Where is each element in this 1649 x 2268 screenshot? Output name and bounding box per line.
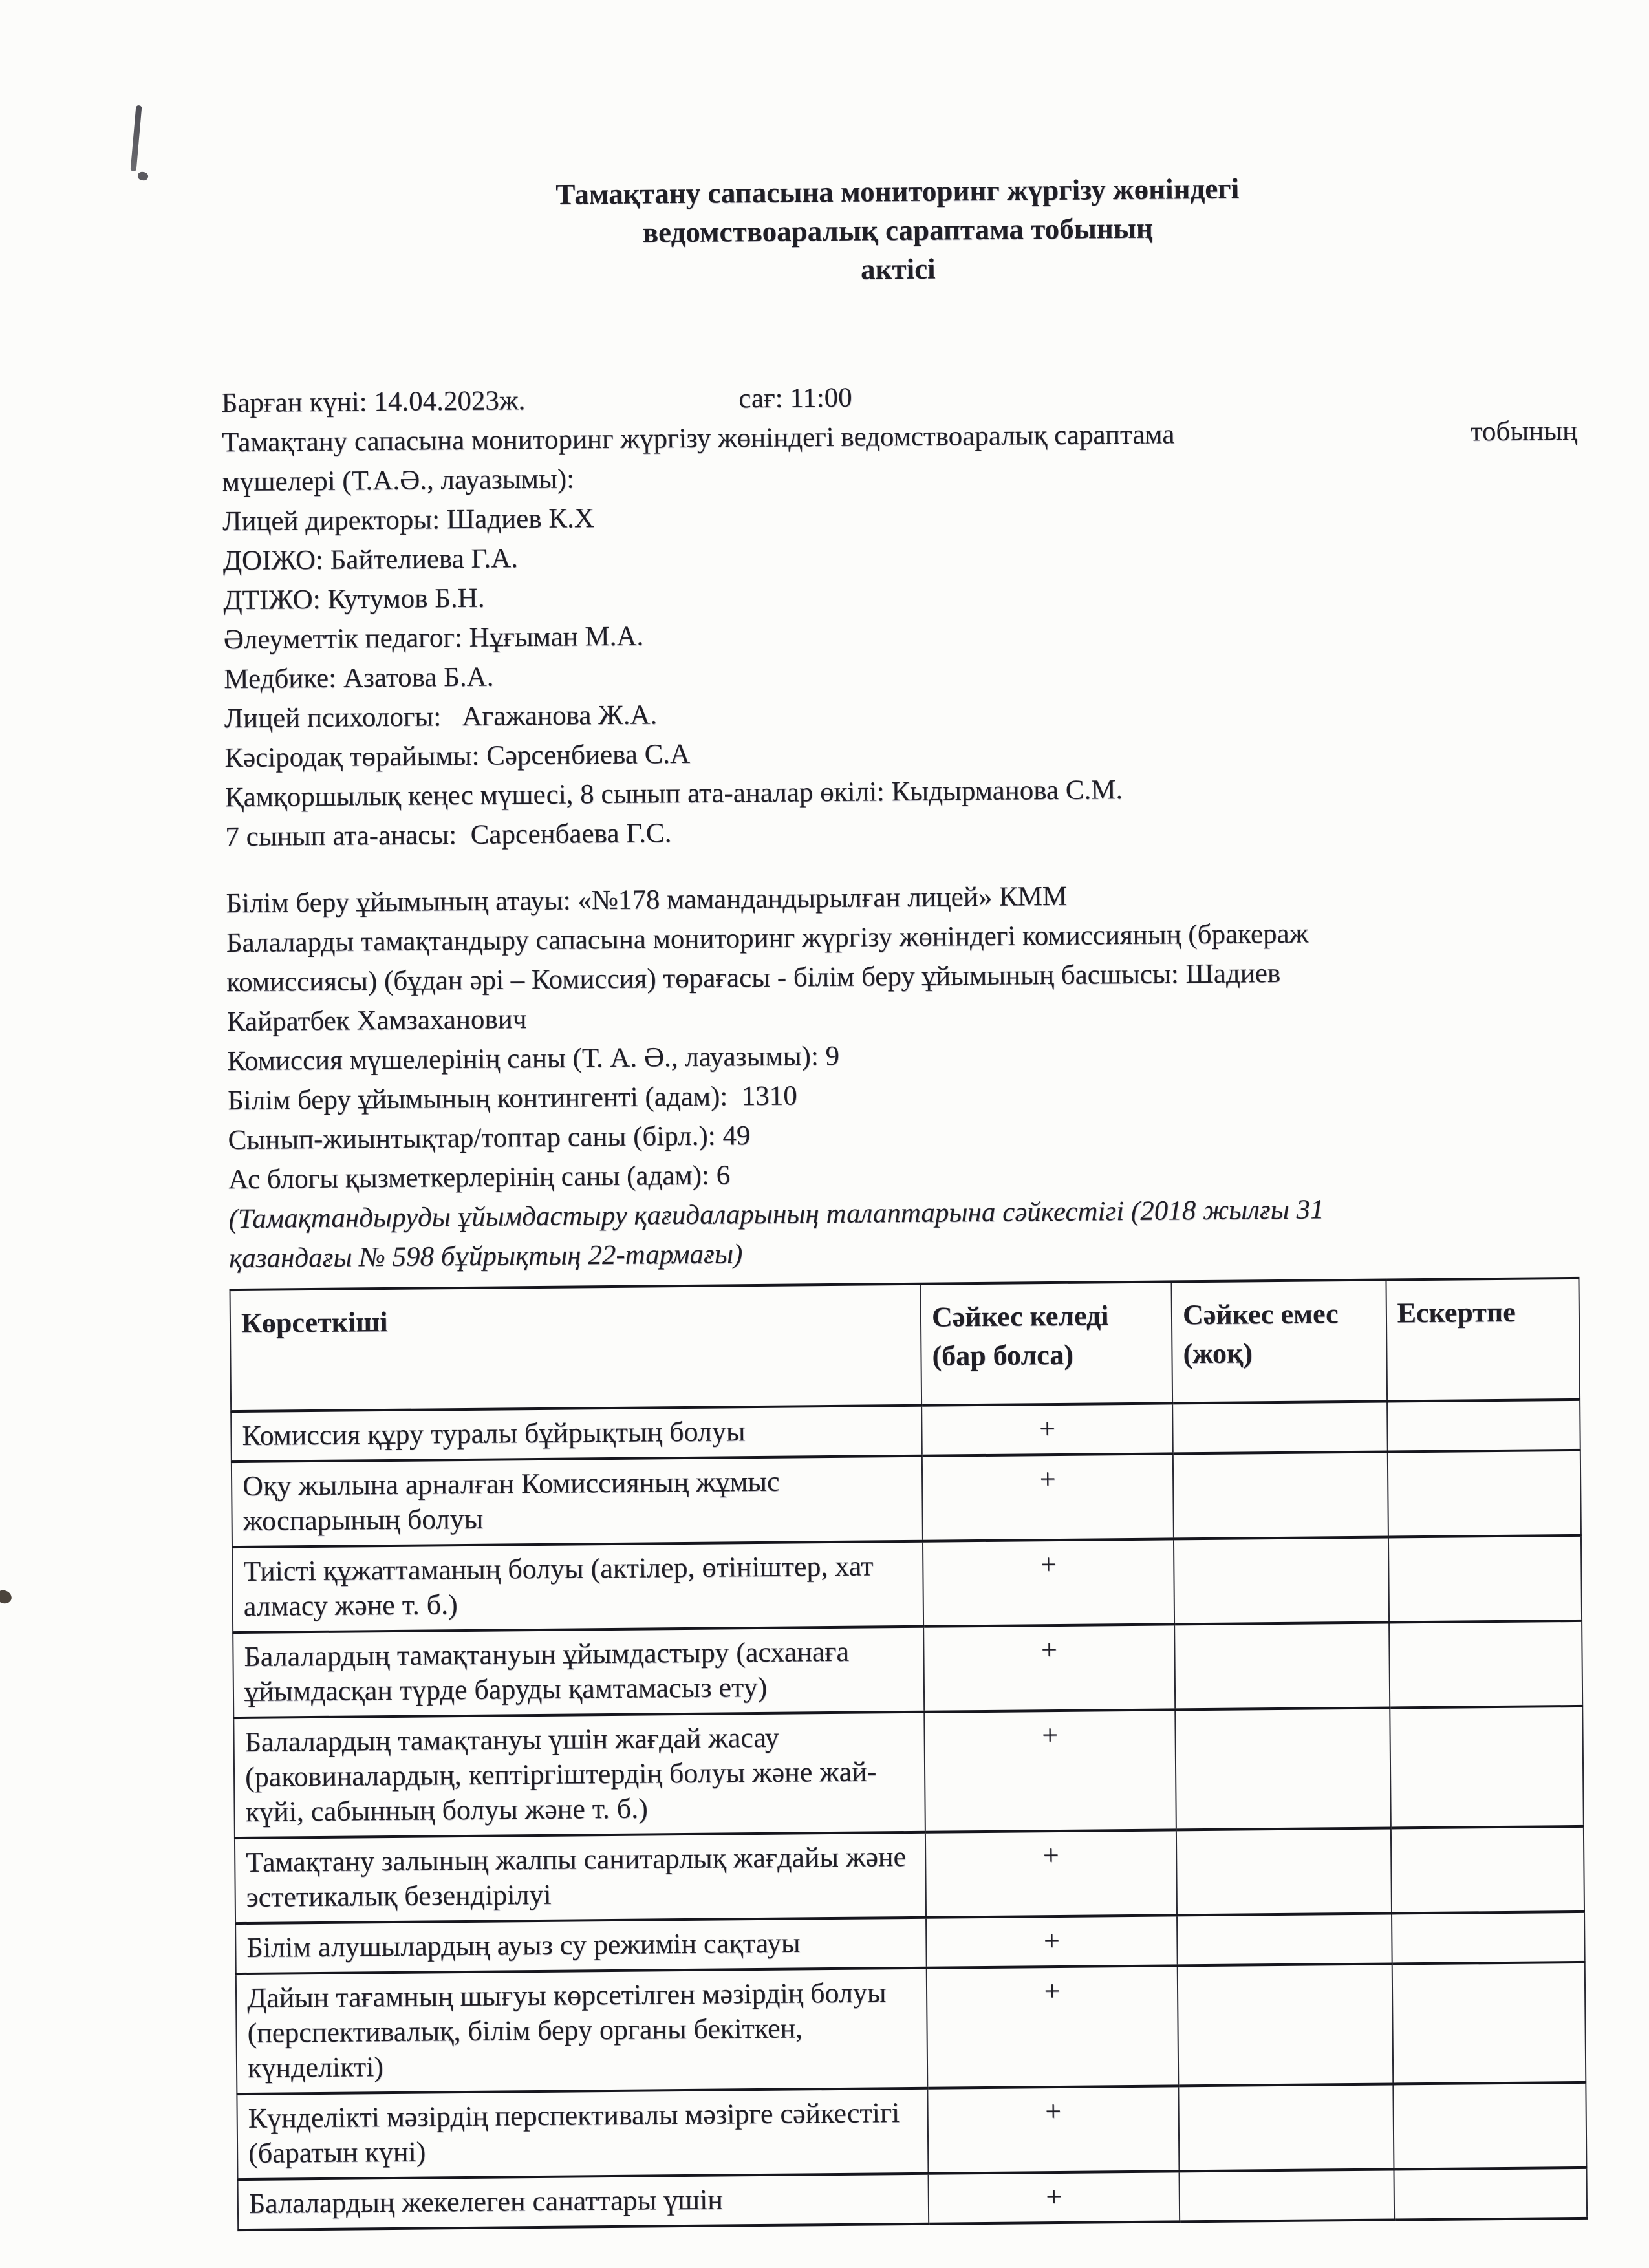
org-info-line: Комиссия мүшелерінің саны (Т. А. Ә., лауазымы): 9 xyxy=(227,1040,840,1077)
table-header-row xyxy=(230,1278,1580,1411)
cell-indicator: Балалардың жекелеген санаттары үшін xyxy=(238,2174,929,2230)
visit-time: сағ: 11:00 xyxy=(738,382,852,414)
document-content xyxy=(218,0,1593,2231)
document-title-line: актісі xyxy=(860,252,936,286)
table-row xyxy=(237,2082,1586,2179)
cell-not-complies-mark xyxy=(1175,1708,1390,1830)
cell-indicator: Оқу жылына арналған Комиссияның жұмыс жоспарының болуы xyxy=(232,1456,923,1547)
cell-complies-mark: + xyxy=(929,2171,1180,2223)
org-info-line: Кайратбек Хамзаханович xyxy=(226,1004,527,1038)
header-indicator: Көрсеткіші xyxy=(230,1284,922,1411)
cell-indicator: Балалардың тамақтануын ұйымдастыру (асханаға ұйымдасқан түрде баруды қамтамасыз ету) xyxy=(233,1627,924,1718)
table-row xyxy=(236,1962,1586,2094)
cell-not-complies-mark xyxy=(1178,2084,1394,2171)
cell-not-complies-mark xyxy=(1177,1913,1392,1965)
table-row xyxy=(232,1535,1582,1632)
visit-and-members-block xyxy=(221,372,1580,857)
cell-complies-mark: + xyxy=(927,2086,1179,2173)
cell-note xyxy=(1394,2168,1587,2220)
member-line: 7 сынып ата-анасы: Сарсенбаева Г.С. xyxy=(225,818,672,853)
cell-not-complies-mark xyxy=(1176,1828,1392,1915)
table-row xyxy=(233,1706,1584,1838)
cell-not-complies-mark xyxy=(1178,1963,1393,2086)
document-title-line: ведомствоаралық сараптама тобының xyxy=(642,211,1154,249)
table-row xyxy=(232,1450,1581,1547)
cell-indicator: Комиссия құру туралы бұйрықтың болуы xyxy=(231,1406,922,1462)
regulation-note-line: (Тамақтандыруды ұйымдастыру қағидаларының талаптарына сәйкестігі (2018 жылғы 31 xyxy=(228,1194,1324,1235)
cell-complies-mark: + xyxy=(921,1403,1173,1455)
compliance-table-body xyxy=(231,1400,1587,2230)
org-info-line: Балаларды тамақтандыру сапасына мониторинг жүргізу жөніндегі комиссияның (бракераж xyxy=(226,918,1309,959)
cell-indicator: Білім алушылардың ауыз су режимін сақтауы xyxy=(235,1918,927,1974)
table-row xyxy=(235,1826,1584,1923)
regulation-note-line: қазандағы № 598 бұйрықтың 22-тармағы) xyxy=(228,1239,743,1274)
member-line: Лицей психологы: Агажанова Ж.А. xyxy=(224,700,658,734)
pen-mark-blob-artifact xyxy=(137,171,149,181)
cell-complies-mark: + xyxy=(922,1453,1174,1541)
cell-note xyxy=(1387,1400,1580,1452)
intro-right-text: тобының xyxy=(1470,415,1578,447)
table-row xyxy=(233,1621,1582,1718)
cell-note xyxy=(1387,1450,1580,1537)
edge-smudge-artifact xyxy=(0,1588,14,1605)
members-heading: мүшелері (Т.А.Ә., лауазымы): xyxy=(222,464,575,498)
header-not-complies: Сәйкес емес (жоқ) xyxy=(1171,1280,1386,1404)
member-line: Лицей директоры: Шадиев К.Х xyxy=(222,503,594,537)
org-info-line: комиссиясы) (бұдан әрі – Комиссия) төрағасы - білім беру ұйымының басшысы: Шадиев xyxy=(226,957,1281,998)
org-info-line: Білім беру ұйымының контингенті (адам): 1310 xyxy=(227,1080,797,1117)
cell-complies-mark: + xyxy=(923,1624,1175,1711)
org-info-line: Сынып-жиынтықтар/топтар саны (бірл.): 49 xyxy=(228,1120,751,1156)
cell-note xyxy=(1393,2082,1586,2170)
cell-indicator: Дайын тағамның шығуы көрсетілген мәзірдің болуы (перспективалық, білім беру органы бекіткен, күнделікті) xyxy=(236,1968,928,2094)
member-line: Кәсіродақ төрайымы: Сәрсенбиева С.А xyxy=(224,738,691,774)
compliance-table-head xyxy=(230,1278,1580,1411)
cell-indicator: Тамақтану залының жалпы санитарлық жағдайы және эстетикалық безендірілуі xyxy=(235,1832,926,1923)
member-line: ДТІЖО: Кутумов Б.Н. xyxy=(223,583,485,616)
cell-indicator: Тиісті құжаттаманың болуы (актілер, өтініштер, хат алмасу және т. б.) xyxy=(232,1541,923,1632)
document-title xyxy=(218,0,1576,294)
cell-not-complies-mark xyxy=(1174,1537,1389,1625)
cell-complies-mark: + xyxy=(924,1709,1176,1832)
header-note: Ескертпе xyxy=(1386,1278,1580,1402)
cell-not-complies-mark xyxy=(1172,1402,1387,1454)
cell-note xyxy=(1391,1826,1584,1914)
intro-left-text: Тамақтану сапасына мониторинг жүргізу жөніндегі ведомствоаралық сараптама xyxy=(221,419,1175,458)
cell-note xyxy=(1389,1621,1582,1708)
cell-not-complies-mark xyxy=(1173,1452,1388,1539)
member-line: Медбике: Азатова Б.А. xyxy=(224,661,494,695)
cell-note xyxy=(1388,1535,1582,1623)
cell-note xyxy=(1390,1706,1584,1828)
cell-not-complies-mark xyxy=(1174,1623,1390,1710)
cell-complies-mark: + xyxy=(923,1539,1174,1626)
organization-info-block xyxy=(226,872,1584,1278)
pen-mark-artifact xyxy=(131,105,142,171)
member-line: ДОІЖО: Байтелиева Г.А. xyxy=(222,543,519,577)
member-line: Қамқоршылық кеңес мүшесі, 8 сынып ата-аналар өкілі: Кыдырманова С.М. xyxy=(224,775,1123,813)
cell-complies-mark: + xyxy=(925,1830,1177,1917)
compliance-table xyxy=(230,1277,1588,2231)
cell-note xyxy=(1392,1962,1586,2084)
cell-complies-mark: + xyxy=(926,1915,1178,1967)
cell-indicator: Балалардың тамақтануы үшін жағдай жасау (раковиналардың, кептіргіштердің болуы және жай-күйі, сабынның болуы және т. б.) xyxy=(233,1712,925,1838)
org-info-line: Білім беру ұйымының атауы: «№178 мамандандырылған лицей» КММ xyxy=(226,881,1068,919)
cell-indicator: Күнделікті мәзірдің перспективалы мәзірге сәйкестігі (баратын күні) xyxy=(237,2088,928,2179)
header-complies: Сәйкес келеді (бар болса) xyxy=(921,1281,1173,1405)
member-line: Әлеуметтік педагог: Нұғыман М.А. xyxy=(223,621,644,656)
document-title-line: Тамақтану сапасына мониторинг жүргізу жөніндегі xyxy=(555,172,1240,211)
visit-date: Барған күні: 14.04.2023ж. xyxy=(221,385,526,419)
cell-complies-mark: + xyxy=(927,1965,1179,2088)
org-info-line: Ас блогы қызметкерлерінің саны (адам): 6 xyxy=(228,1160,731,1195)
cell-note xyxy=(1392,1912,1585,1964)
cell-not-complies-mark xyxy=(1180,2169,1394,2221)
